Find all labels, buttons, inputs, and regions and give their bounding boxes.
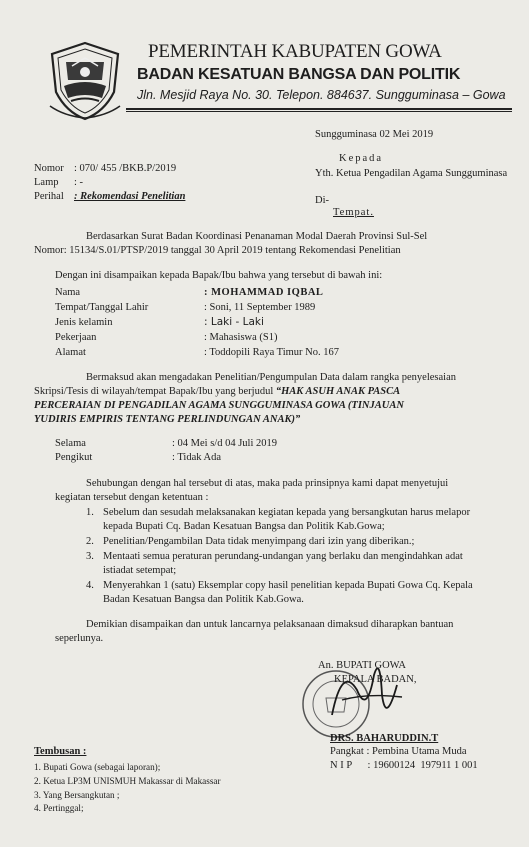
ketentuan-1-line2: kepada Bupati Cq. Badan Kesatuan Bangsa dan Politik Kab.Gowa; — [103, 521, 385, 532]
para1-line1: Berdasarkan Surat Badan Koordinasi Penanaman Modal Daerah Provinsi Sul-Sel — [86, 231, 428, 242]
lamp-label: Lamp — [34, 177, 59, 188]
ketentuan-2-line1: Penelitian/Pengambilan Data tidak menyimpang dari izin yang diberikan.; — [103, 536, 415, 547]
para3-line2: kegiatan tersebut dengan ketentuan : — [55, 492, 209, 503]
ketentuan-3-line2: istiadat setempat; — [103, 565, 177, 576]
ketentuan-2-number: 2. — [86, 536, 94, 547]
field-value-pekerjaan: : Mahasiswa (S1) — [204, 332, 278, 343]
research-title-part3: YUDIRIS EMPIRIS TENTANG PERLINDUNGAN ANAK)” — [34, 414, 301, 425]
nomor-label: Nomor — [34, 163, 64, 174]
perihal-label: Perihal — [34, 191, 64, 202]
para2-line1: Bermaksud akan mengadakan Penelitian/Pengumpulan Data dalam rangka penyelesaian — [86, 372, 456, 383]
letterhead-rule-thin — [126, 111, 512, 112]
gowa-coat-of-arms-logo — [44, 40, 126, 122]
pengikut-value: : Tidak Ada — [172, 452, 222, 463]
signature-pangkat: Pangkat : Pembina Utama Muda — [330, 746, 467, 757]
ketentuan-4-line1: Menyerahkan 1 (satu) Eksemplar copy hasil penelitian kepada Bupati Gowa Cq. Kepala — [103, 580, 473, 591]
field-label-ttl: Tempat/Tanggal Lahir — [55, 302, 149, 313]
field-value-ttl: : Soni, 11 September 1989 — [204, 302, 316, 313]
para2-line2-text: Skripsi/Tesis di wilayah/tempat Bapak/Ibu yang berjudul — [34, 386, 276, 397]
field-value-nama: : MOHAMMAD IQBAL — [204, 287, 324, 298]
signature-name: DRS. BAHARUDDIN.T — [330, 733, 439, 744]
tempat: Tempat. — [333, 207, 374, 218]
letterhead-address: Jln. Mesjid Raya No. 30. Telepon. 884637. Sungguminasa – Gowa — [137, 88, 506, 102]
signature-an: An. BUPATI GOWA — [318, 660, 406, 671]
ketentuan-1-number: 1. — [86, 507, 94, 518]
para1-line2: Nomor: 15134/S.01/PTSP/2019 tanggal 30 April 2019 tentang Rekomendasi Penelitian — [34, 245, 401, 256]
signature-nip: N I P : 19600124 197911 1 001 — [330, 760, 478, 771]
perihal-value: : Rekomendasi Penelitian — [74, 191, 186, 202]
kepada-label: Kepada — [339, 153, 384, 164]
intro-line: Dengan ini disampaikan kepada Bapak/Ibu bahwa yang tersebut di bawah ini: — [55, 270, 383, 281]
letter-date: Sungguminasa 02 Mei 2019 — [315, 129, 434, 140]
field-label-alamat: Alamat — [55, 347, 86, 358]
tembusan-item-4: 4. Pertinggal; — [34, 803, 84, 813]
selama-value: : 04 Mei s/d 04 Juli 2019 — [172, 438, 278, 449]
tembusan-item-3: 3. Yang Bersangkutan ; — [34, 790, 120, 800]
tembusan-title: Tembusan : — [34, 746, 87, 757]
selama-label: Selama — [55, 438, 86, 449]
ketentuan-4-line2: Badan Kesatuan Bangsa dan Politik Kab.Gowa. — [103, 594, 304, 605]
ketentuan-1-line1: Sebelum dan sesudah melaksanakan kegiatan kepada yang bersangkutan harus melapor — [103, 507, 471, 518]
letterhead-rule-thick — [126, 108, 512, 110]
di-prefix: Di- — [315, 195, 329, 206]
handwritten-signature-icon — [312, 645, 417, 735]
closing-line2: seperlunya. — [55, 633, 104, 644]
research-title-part2: PERCERAIAN DI PENGADILAN AGAMA SUNGGUMINASA GOWA (TINJAUAN — [34, 400, 404, 411]
closing-line1: Demikian disampaikan dan untuk lancarnya pelaksanaan dimaksud diharapkan bantuan — [86, 619, 454, 630]
field-label-jk: Jenis kelamin — [55, 317, 113, 328]
letterhead-title: PEMERINTAH KABUPATEN GOWA — [148, 41, 442, 62]
tembusan-item-1: 1. Bupati Gowa (sebagai laporan); — [34, 762, 161, 772]
lamp-value: : - — [74, 177, 84, 188]
field-label-nama: Nama — [55, 287, 81, 298]
ketentuan-3-line1: Mentaati semua peraturan perundang-undangan yang berlaku dan mengindahkan adat — [103, 551, 463, 562]
ketentuan-3-number: 3. — [86, 551, 94, 562]
nomor-value: : 070/ 455 /BKB.P/2019 — [74, 163, 177, 174]
ketentuan-4-number: 4. — [86, 580, 94, 591]
field-label-pekerjaan: Pekerjaan — [55, 332, 97, 343]
tembusan-item-2: 2. Ketua LP3M UNISMUH Makassar di Makassar — [34, 776, 221, 786]
recipient: Yth. Ketua Pengadilan Agama Sungguminasa — [315, 168, 508, 179]
para3-line1: Sehubungan dengan hal tersebut di atas, maka pada prinsipnya kami dapat menyetujui — [86, 478, 449, 489]
pengikut-label: Pengikut — [55, 452, 93, 463]
signature-role: KEPALA BADAN, — [334, 674, 417, 685]
para2-line2 — [34, 386, 400, 397]
letterhead-agency: BADAN KESATUAN BANGSA DAN POLITIK — [137, 66, 461, 83]
field-value-jk: : Laki - Laki — [204, 316, 264, 328]
field-value-alamat: : Toddopili Raya Timur No. 167 — [204, 347, 340, 358]
research-title-part1: “HAK ASUH ANAK PASCA — [275, 386, 401, 397]
